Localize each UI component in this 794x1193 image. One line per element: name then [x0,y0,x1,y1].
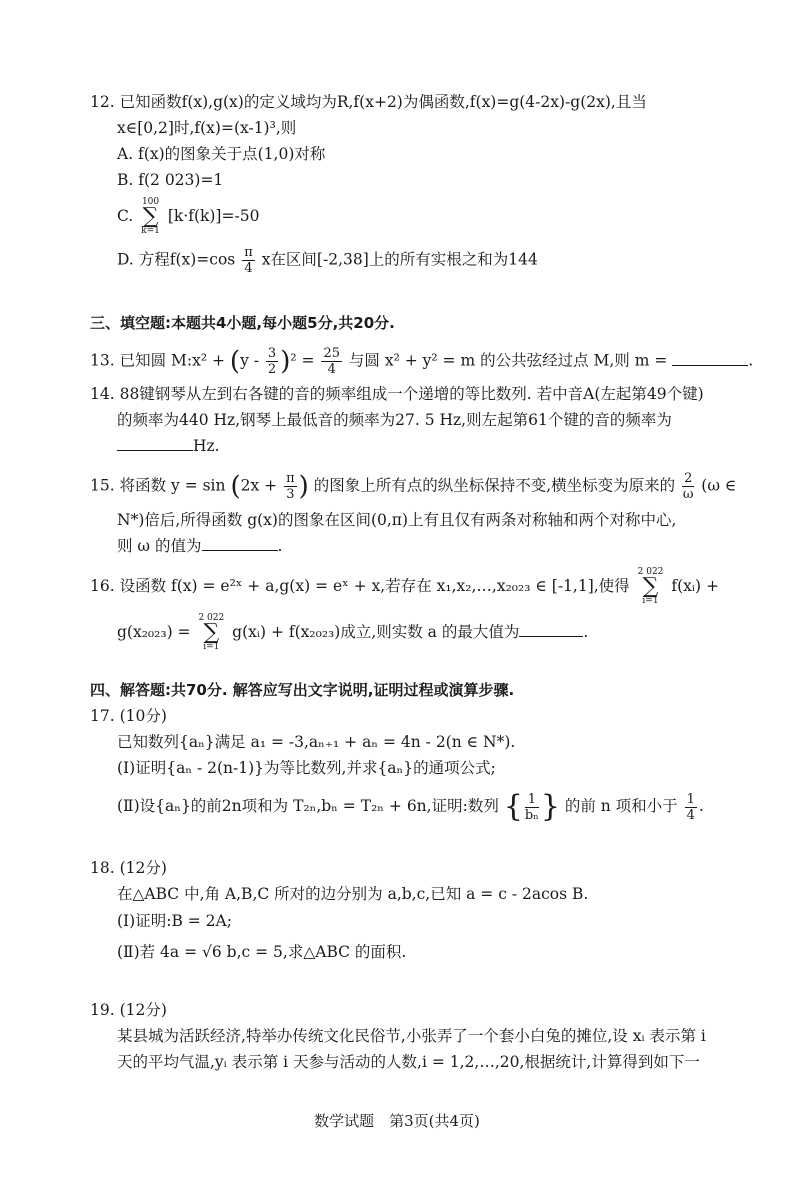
q18-part2: (Ⅱ)若 4a = √6 b,c = 5,求△ABC 的面积. [117,943,407,961]
q12-stem-line2: x∈[0,2]时,f(x)=(x-1)³,则 [117,119,297,137]
q13-line [90,347,753,376]
sum-upper-limit: 2 022 [637,567,664,577]
fraction-denominator: 3 [286,487,295,502]
q12-option-a: A. f(x)的图象关于点(1,0)对称 [117,145,326,163]
sum-upper-limit: 100 [141,197,160,207]
section-3-heading: 三、填空题:本题共4小题,每小题5分,共20分. [90,314,395,332]
q13-end: . [748,351,754,370]
q17-end: . [698,797,704,815]
sigma-symbol: ∑ [203,620,220,645]
q15-fraction-pi-3 [284,472,297,501]
sigma-symbol: ∑ [142,204,159,229]
sum-lower-limit: i=1 [203,642,220,652]
q12-option-c-label: C. [117,207,134,225]
q17-part2 [117,789,704,824]
q15-end: . [277,537,283,555]
q12-option-c [117,198,259,236]
fraction-denominator: 4 [686,807,695,823]
q13-fraction-25-4 [321,347,342,376]
fraction-denominator: bₙ [524,807,539,823]
q15-line3 [117,536,282,556]
q15-line3-prefix: 则 ω 的值为 [117,537,202,555]
fraction-numerator: π [286,471,295,486]
q15-middle: 的图象上所有点的纵坐标保持不变,横坐标变为原来的 [313,476,676,495]
q15-prefix: 15. 将函数 y = sin [90,476,226,495]
q12-option-b: B. f(2 023)=1 [117,171,224,189]
q16-line1 [90,568,719,606]
q12-option-d-suffix: x在区间[-2,38]上的所有实根之和为144 [261,250,538,269]
left-paren: ( [229,346,241,377]
q15-inner: 2x + [240,476,278,495]
q15-line1 [90,472,736,501]
q13-body: 与圆 x² + y² = m 的公共弦经过点 M,则 m = [348,351,668,370]
fraction-denominator: 2 [267,362,277,377]
q18-heading: 18. (12分) [90,859,167,877]
q14-line2: 的频率为440 Hz,钢琴上最低音的频率为27. 5 Hz,则左起第61个键的音的频率为 [117,411,672,429]
q14-answer-blank[interactable] [117,436,193,451]
fraction-numerator: 1 [686,791,695,807]
q17-part1: (Ⅰ)证明{aₙ - 2(n-1)}为等比数列,并求{aₙ}的通项公式; [117,759,496,777]
right-paren: ) [298,471,309,502]
q16-end: . [583,623,589,641]
q12-stem-line1: 12. 已知函数f(x),g(x)的定义域均为R,f(x+2)为偶函数,f(x)=g(4-2x)-g(2x),且当 [90,93,647,111]
q16-summation-1 [638,568,664,606]
page-footer: 数学试题 第3页(共4页) [314,1112,480,1130]
sum-upper-limit: 2 022 [198,613,225,623]
q18-part1: (Ⅰ)证明:B = 2A; [117,912,232,930]
q13-prefix: 13. 已知圆 M:x² + [90,351,225,370]
left-paren: ( [230,471,241,502]
q12-option-d-fraction [242,246,255,275]
q16-line2-body: g(xᵢ) + f(x₂₀₂₃)成立,则实数 a 的最大值为 [232,623,520,641]
sum-lower-limit: k=1 [141,226,160,236]
q13-square-equals: ² = [290,351,315,370]
q12-option-c-body: [k·f(k)]=-50 [167,207,260,225]
q13-answer-blank[interactable] [672,351,748,366]
q12-option-d [117,246,538,275]
q16-answer-blank[interactable] [519,622,583,637]
section-4-heading: 四、解答题:共70分. 解答应写出文字说明,证明过程或演算步骤. [90,681,515,699]
q18-given: 在△ABC 中,角 A,B,C 所对的边分别为 a,b,c,已知 a = c - 2acos B. [117,885,589,903]
q17-part2-middle: 的前 n 项和小于 [564,797,678,815]
q15-line2: N*)倍后,所得函数 g(x)的图象在区间(0,π)上有且仅有两条对称轴和两个对称中心, [117,511,677,529]
right-brace: } [540,789,560,824]
q17-part2-prefix: (Ⅱ)设{aₙ}的前2n项和为 T₂ₙ,bₙ = T₂ₙ + 6n,证明:数列 [117,797,499,815]
q13-paren-inner: y - [240,351,259,370]
fraction-numerator: 2 [684,471,693,486]
q16-summation-2 [198,614,224,652]
q16-line2-prefix: g(x₂₀₂₃) = [117,623,191,641]
fraction-denominator: 4 [244,261,253,276]
q12-option-c-summation [141,198,160,236]
q16-sum1-body: f(xᵢ) + [671,577,719,595]
q17-heading: 17. (10分) [90,707,167,725]
q14-line3 [117,436,220,456]
q17-given: 已知数列{aₙ}满足 a₁ = -3,aₙ₊₁ + aₙ = 4n - 2(n ∈ N*). [117,733,516,751]
q12-option-d-prefix: D. 方程f(x)=cos [117,250,236,269]
fraction-numerator: 3 [267,346,277,361]
q17-fraction-1-bn [525,793,539,822]
sigma-symbol: ∑ [642,574,659,599]
q15-fraction-2-omega [682,472,694,501]
fraction-numerator: 25 [323,346,340,361]
q15-tail: (ω ∈ [701,476,737,495]
fraction-numerator: 1 [525,793,539,808]
left-brace: { [503,789,523,824]
q19-heading: 19. (12分) [90,1001,167,1019]
q19-line1: 某县城为活跃经济,特举办传统文化民俗节,小张弄了一个套小白兔的摊位,设 xᵢ 表示第 i [117,1027,706,1045]
q14-line1: 14. 88键钢琴从左到右各键的音的频率组成一个递增的等比数列. 若中音A(左起第49个键) [90,385,704,403]
q19-line2: 天的平均气温,yᵢ 表示第 i 天参与活动的人数,i = 1,2,…,20,根据统计,计算得到如下一 [117,1053,700,1071]
q14-unit: Hz. [193,437,220,455]
q13-fraction-3-2 [266,347,278,376]
fraction-denominator: ω [682,487,694,502]
fraction-numerator: π [244,245,253,260]
fraction-denominator: 4 [327,362,336,377]
right-paren: ) [280,346,291,377]
q16-line2 [117,614,588,652]
q15-answer-blank[interactable] [202,536,278,551]
sum-lower-limit: i=1 [642,596,659,606]
q17-fraction-1-4 [685,793,697,822]
q16-prefix: 16. 设函数 f(x) = e²ˣ + a,g(x) = eˣ + x,若存在 x₁,x₂,…,x₂₀₂₃ ∈ [-1,1],使得 [90,577,630,595]
